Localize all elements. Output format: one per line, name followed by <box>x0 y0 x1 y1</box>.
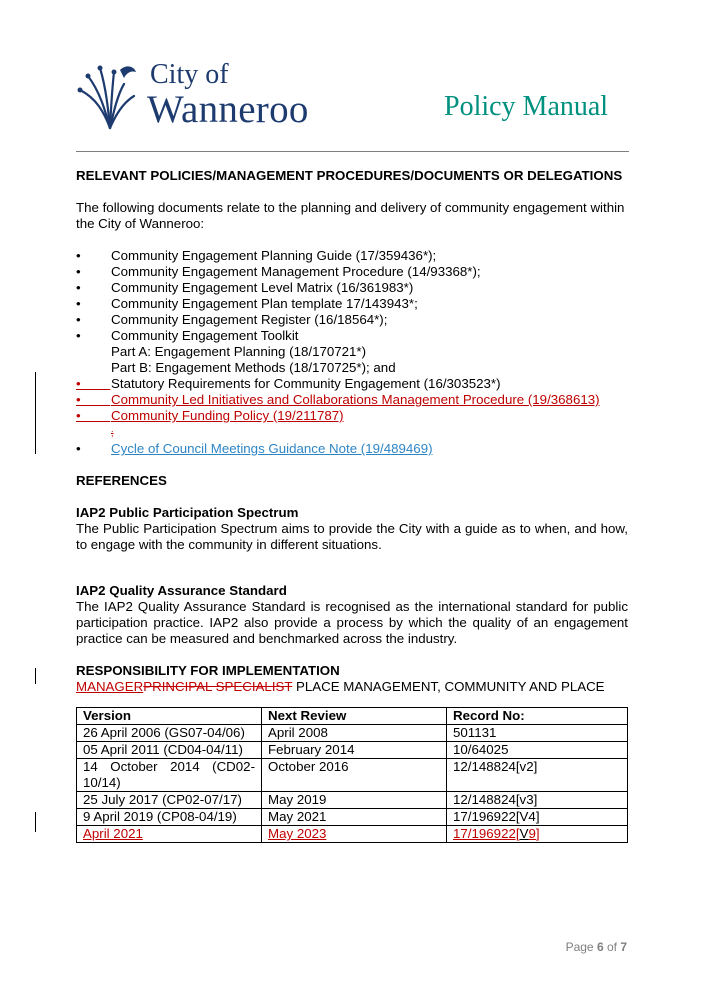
list-item-inserted <box>76 408 628 424</box>
bullet-icon: • <box>76 376 111 391</box>
responsibility-text: MANAGERPRINCIPAL SPECIALIST PLACE MANAGEMENT, COMMUNITY AND PLACE <box>76 679 605 694</box>
section-heading-references: REFERENCES <box>76 473 167 488</box>
bullet-icon: • <box>76 264 81 279</box>
policy-manual-title: Policy Manual <box>444 91 609 122</box>
deleted-semicolon-mark: ; <box>111 428 114 438</box>
table-row: 05 April 2011 (CD04-04/11) February 2014 10/64025 <box>77 742 628 759</box>
page-number: 6 <box>596 940 604 954</box>
relevant-policies-intro: The following documents relate to the planning and delivery of community engagement within the City of Wanneroo: <box>76 200 625 231</box>
list-item-stray <box>76 424 628 441</box>
city-logo-text <box>147 60 309 130</box>
section-heading-responsibility: RESPONSIBILITY FOR IMPLEMENTATION <box>76 663 340 678</box>
column-header-record-no: Record No: <box>447 708 628 725</box>
bullet-icon: • <box>76 441 81 456</box>
quality-standard-text: The IAP2 Quality Assurance Standard is recognised as the international standard for public participation practice. IAP2 also provide a process by which the quality of an engagement practice can be measured and benchmarked across the industry. <box>76 599 628 646</box>
bullet-icon: • <box>76 408 111 423</box>
list-item: • Statutory Requirements for Community Engagement (16/303523*) <box>76 376 501 391</box>
document-body <box>76 168 628 843</box>
spectrum-text: The Public Participation Spectrum aims to provide the City with a guide as to when, and how, to engage with the community in different situations. <box>76 521 628 552</box>
bullet-icon: • <box>76 312 81 327</box>
change-bar <box>35 668 36 684</box>
spectrum-title: IAP2 Public Participation Spectrum <box>76 505 299 520</box>
list-item: • Community Engagement Management Procedure (14/93368*); <box>76 264 481 279</box>
list-item-inserted <box>76 392 628 408</box>
header-divider <box>76 151 629 152</box>
city-logo-emblem-icon <box>74 62 144 132</box>
table-row: 25 July 2017 (CP02-07/17) May 2019 12/148824[v3] <box>77 792 628 809</box>
council-meetings-guidance-link[interactable]: Cycle of Council Meetings Guidance Note (19/489469) <box>111 441 433 456</box>
page-footer: Page 6 of 7 <box>565 940 627 954</box>
section-heading-relevant-policies: RELEVANT POLICIES/MANAGEMENT PROCEDURES/DOCUMENTS OR DELEGATIONS <box>76 168 623 183</box>
toolkit-part-b: Part B: Engagement Methods (18/170725*); and <box>111 360 396 375</box>
bullet-icon: • <box>76 280 81 295</box>
quality-standard-title: IAP2 Quality Assurance Standard <box>76 583 287 598</box>
bullet-icon: • <box>76 328 81 343</box>
list-item <box>76 441 628 457</box>
logo-line-wanneroo: Wanneroo <box>147 88 309 131</box>
community-led-procedure-link[interactable]: Community Led Initiatives and Collaborations Management Procedure (19/368613) <box>111 392 600 407</box>
list-item: • Community Engagement Toolkit Part A: Engagement Planning (18/170721*) Part B: Engagement Methods (18/170725*); and <box>76 328 628 376</box>
change-bar <box>35 372 36 454</box>
related-documents-list <box>76 248 628 457</box>
bullet-icon: • <box>76 248 81 263</box>
page-total: 7 <box>620 940 627 954</box>
bullet-icon: • <box>76 392 111 407</box>
community-funding-policy-link[interactable]: Community Funding Policy (19/211787) <box>111 408 344 423</box>
bullet-icon: • <box>76 296 81 311</box>
column-header-next-review: Next Review <box>262 708 447 725</box>
table-header-row <box>77 708 628 725</box>
toolkit-part-a: Part A: Engagement Planning (18/170721*) <box>111 344 367 359</box>
logo-line-city-of: City of <box>150 59 229 90</box>
list-item: • Community Engagement Register (16/18564*); <box>76 312 388 327</box>
column-header-version: Version <box>77 708 262 725</box>
list-item: • Community Engagement Planning Guide (17/359436*); <box>76 248 437 263</box>
version-history-table <box>76 707 628 843</box>
table-row: 26 April 2006 (GS07-04/06) April 2008 501131 <box>77 725 628 742</box>
change-bar <box>35 812 36 832</box>
table-row-inserted: April 2021 May 2023 17/196922[V9] <box>77 826 628 843</box>
list-item: • Community Engagement Plan template 17/143943*; <box>76 296 418 311</box>
list-item: • Community Engagement Level Matrix (16/361983*) <box>76 280 414 295</box>
inserted-text: MANAGER <box>76 679 144 694</box>
table-row: 9 April 2019 (CP08-04/19) May 2021 17/196922[V4] <box>77 809 628 826</box>
table-row: 14 October 2014 (CD02-10/14) October 2016 12/148824[v2] <box>77 759 628 792</box>
deleted-text: PRINCIPAL SPECIALIST <box>143 679 293 694</box>
